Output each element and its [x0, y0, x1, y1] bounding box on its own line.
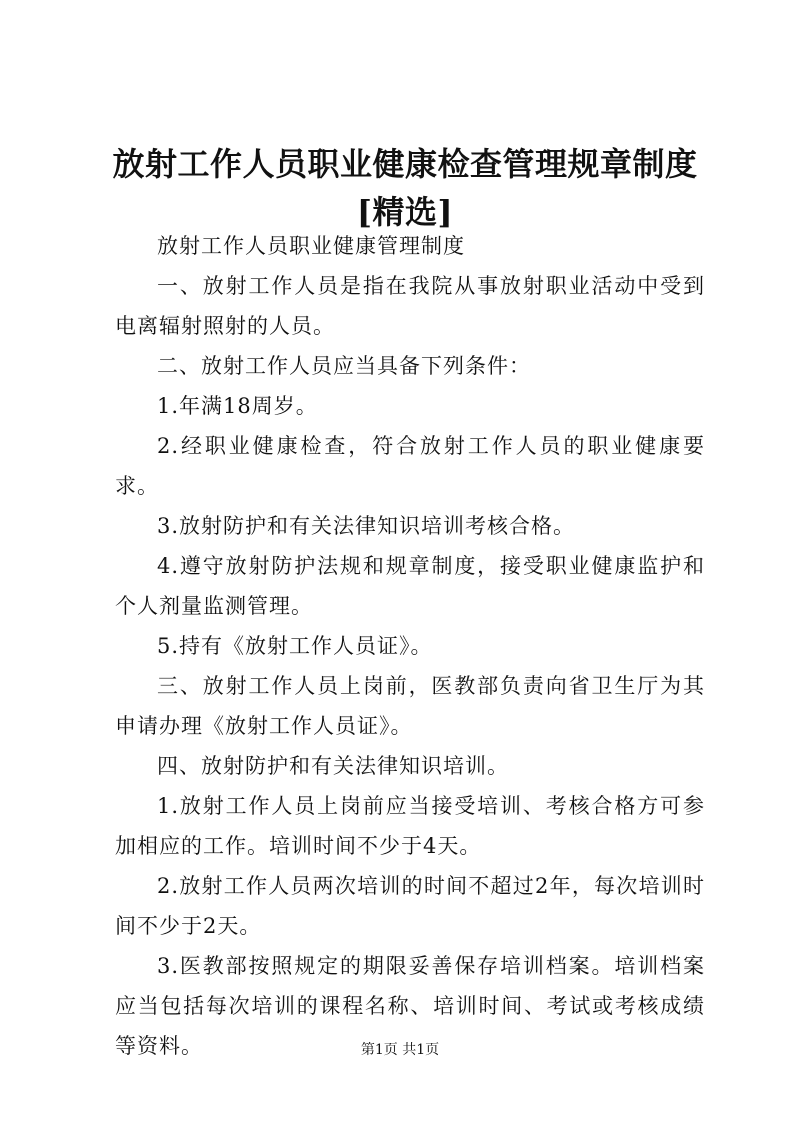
paragraph: 四、放射防护和有关法律知识培训。: [157, 754, 509, 778]
paragraph: 2.放射工作人员两次培训的时间不超过2年，每次培训时间不少于2天。: [115, 874, 705, 938]
paragraph: 二、放射工作人员应当具备下列条件：: [157, 354, 531, 378]
document-body: [115, 226, 705, 1066]
paragraph: 3.放射防护和有关法律知识培训考核合格。: [157, 514, 576, 538]
paragraph: 放射工作人员职业健康管理制度: [157, 234, 465, 258]
paragraph: 2.经职业健康检查，符合放射工作人员的职业健康要求。: [115, 434, 705, 498]
paragraph: 1.放射工作人员上岗前应当接受培训、考核合格方可参加相应的工作。培训时间不少于4天。: [115, 794, 705, 858]
document-title: 放射工作人员职业健康检查管理规章制度[精选]: [112, 145, 698, 231]
page-footer: 第1页 共1页: [360, 1042, 440, 1058]
paragraph: 1.年满18周岁。: [157, 394, 318, 418]
paragraph: 5.持有《放射工作人员证》。: [157, 634, 433, 658]
paragraph: 4.遵守放射防护法规和规章制度，接受职业健康监护和个人剂量监测管理。: [115, 554, 705, 618]
paragraph: 三、放射工作人员上岗前，医教部负责向省卫生厅为其申请办理《放射工作人员证》。: [115, 674, 705, 738]
paragraph: 3.医教部按照规定的期限妥善保存培训档案。培训档案应当包括每次培训的课程名称、培训时间、考试或考核成绩等资料。: [115, 954, 705, 1058]
paragraph: 一、放射工作人员是指在我院从事放射职业活动中受到电离辐射照射的人员。: [115, 274, 705, 338]
